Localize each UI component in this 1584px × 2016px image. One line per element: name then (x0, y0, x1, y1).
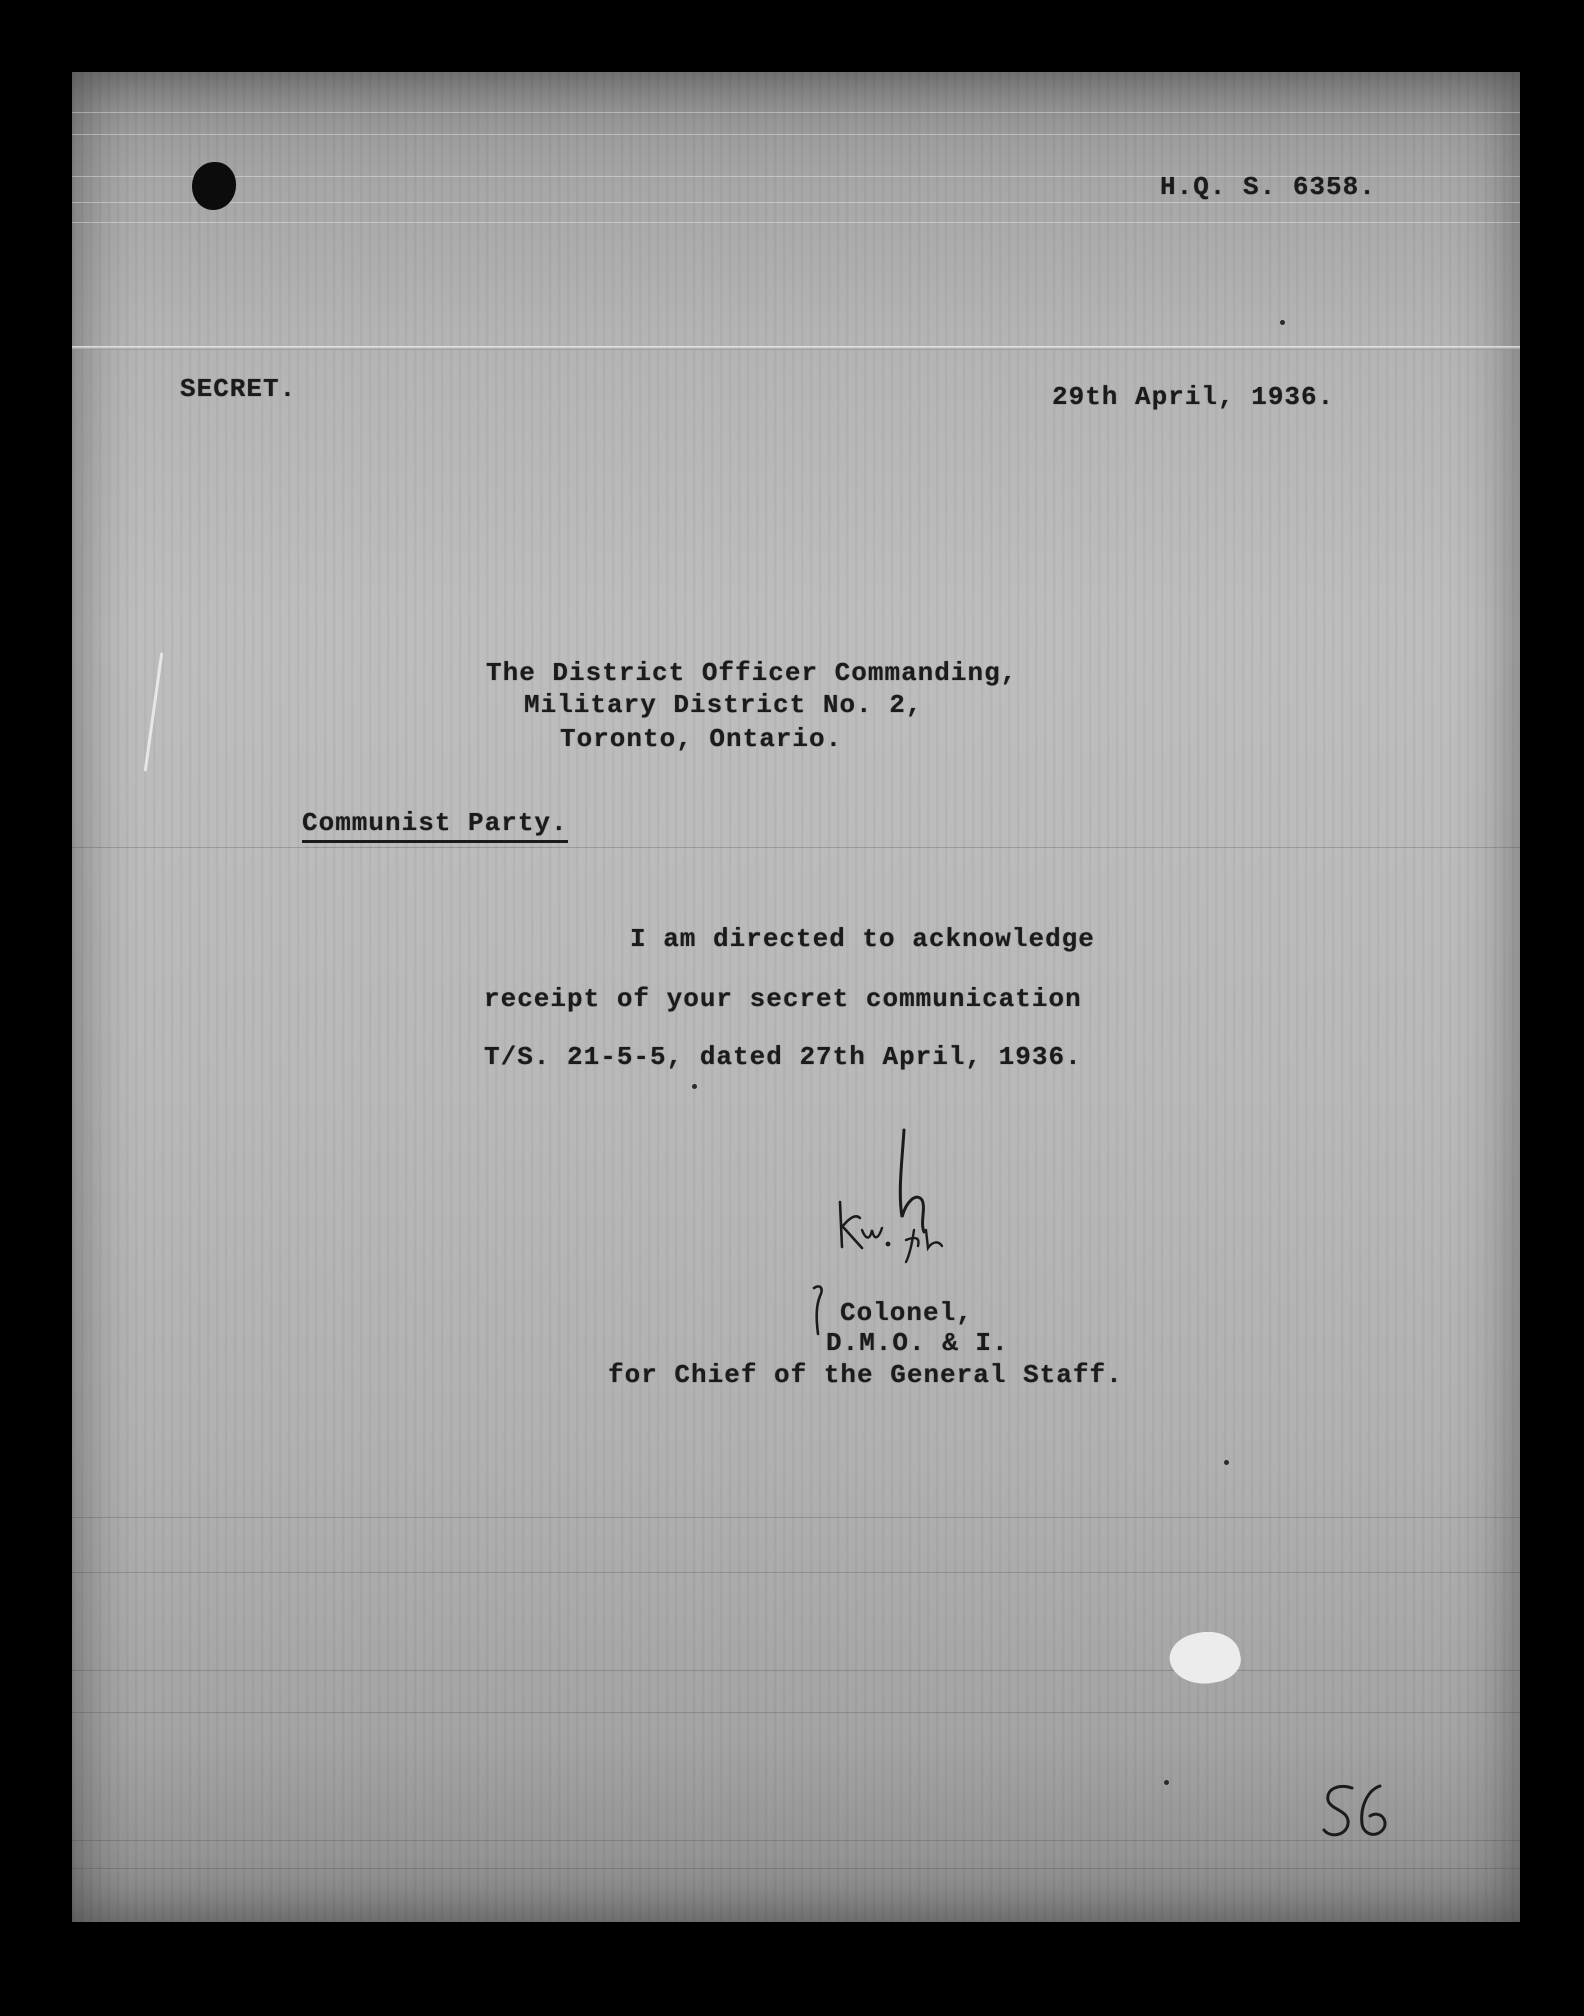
addressee-line: The District Officer Commanding, (486, 658, 1018, 688)
scan-line (72, 1712, 1520, 1713)
paper-stain (1165, 1625, 1244, 1690)
letter-date: 29th April, 1936. (1052, 382, 1335, 412)
signatory-title: D.M.O. & I. (826, 1328, 1009, 1358)
scan-line (72, 847, 1520, 848)
signatory-rank: Colonel, (840, 1298, 973, 1328)
scan-line (72, 1868, 1520, 1869)
body-line: receipt of your secret communication (484, 984, 1082, 1014)
fold-line (72, 346, 1520, 350)
scan-line (72, 134, 1520, 135)
file-reference: H.Q. S. 6358. (1160, 172, 1376, 202)
body-line: I am directed to acknowledge (630, 924, 1095, 954)
addressee-line: Military District No. 2, (524, 690, 923, 720)
scan-line (72, 112, 1520, 113)
classification-label: SECRET. (180, 374, 297, 404)
scan-line (72, 222, 1520, 223)
subject-line: Communist Party. (302, 808, 568, 843)
scan-line (72, 1572, 1520, 1573)
handwritten-signature (832, 1122, 992, 1272)
speck (692, 1084, 697, 1089)
addressee-line: Toronto, Ontario. (560, 724, 843, 754)
scan-line (72, 1840, 1520, 1841)
speck (1224, 1460, 1229, 1465)
speck (1280, 320, 1285, 325)
scan-line (72, 202, 1520, 203)
on-behalf-of: for Chief of the General Staff. (608, 1360, 1123, 1390)
folio-number-56 (1318, 1780, 1398, 1850)
body-line: T/S. 21-5-5, dated 27th April, 1936. (484, 1042, 1082, 1072)
paper-sheet (72, 72, 1520, 1922)
scan-line (72, 1517, 1520, 1518)
scratch-mark (144, 652, 164, 771)
speck (1164, 1780, 1169, 1785)
scan-line (72, 1670, 1520, 1671)
